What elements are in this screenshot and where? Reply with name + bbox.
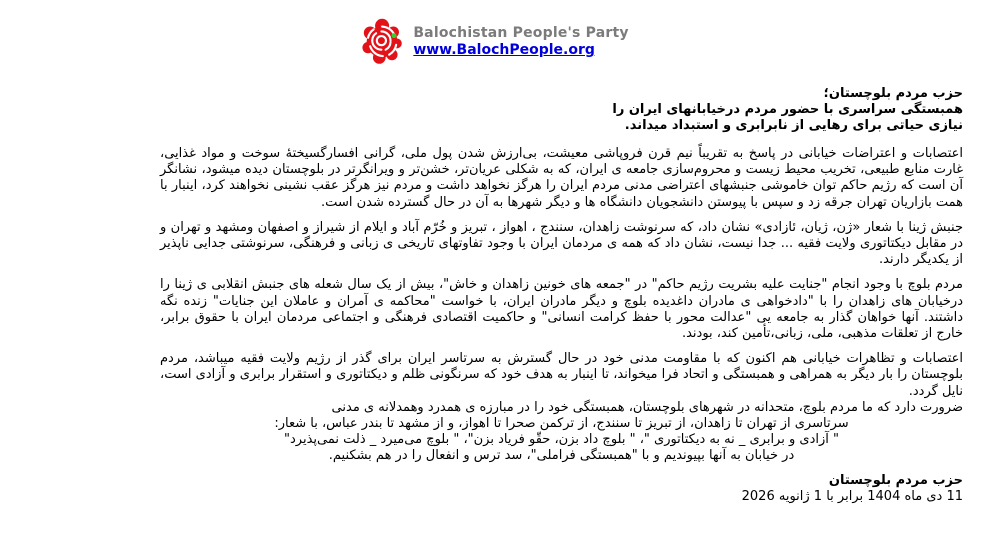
call-to-action-line: در خیابان به آنها بپیوندیم و با "همبستگی فراملی"، سد ترس و انفعال را در هم بشکنیم. bbox=[328, 448, 795, 464]
party-logo-header bbox=[0, 0, 990, 73]
call-to-action-line: ضرورت دارد که ما مردم بلوچ، متحدانه در شهرهای بلوچستان، همبستگی خود را در مبارزه ی همدرد وهمدلانه ی مدنی bbox=[331, 399, 963, 415]
statement-paragraph: اعتصابات و تظاهرات خیابانی هم اکنون که با مقاومت مدنی خود در حال گسترش به سرتاسر ایران برای گذر از رژیم ولایت فقیه میباشد، مردم بلوچستان را بار دیگر به همراهی و همبستگی و اتحاد فرا میخواند، تا اینبار به هدف خود که سرنگونی ظلم و دیکتاتوری و استقرار برابری و آزادی است، نایل گردد. bbox=[160, 351, 963, 399]
logo-text-block bbox=[413, 25, 628, 60]
title-line-1: حزب مردم بلوچستان؛ bbox=[823, 86, 963, 101]
call-to-action-line: " آزادی و برابری _ نه به دیکتاتوری "، " بلوچ داد بزن، حقّو فریاد بزن"، " بلوچ می‌میرد _ ذلت نمی‌پذیرد" bbox=[284, 432, 839, 448]
date-line: 11 دی ماه 1404 برابر با 1 ژانویه 2026 bbox=[741, 489, 963, 505]
title-line-3: نیازی حیاتی برای رهایی از نابرابری و استبداد میداند. bbox=[624, 118, 963, 133]
call-to-action-line: سرتاسری از تهران تا زاهدان، از تبریز تا سنندج، از ترکمن صحرا تا اهواز، و از مشهد تا بندر عباس، با شعار: bbox=[274, 416, 849, 432]
org-name: Balochistan People's Party bbox=[413, 24, 629, 41]
statement-paragraph: اعتصابات و اعتراضات خیابانی در پاسخ به تقریباً نیم قرن فروپاشی معیشت، بی‌ارزش شدن پول ملی، گرانی افسارگسیختهٔ سوخت و مواد غذایی، غارت منابع طبیعی، تخریب محیط زیست و محروم‌سازی جامعه ی ایران، که به شکلی عریان‌تر، خشن‌تر و ویرانگرتر در بلوچستان دیده میشود، نشانگر آن است که رژیم حاکم توان خاموشی جنبشهای اعتراضی مدنی مردم ایران را هرگز نخواهد داشت و مردم نیز هرگز عقب نشینی نخواهند کرد، اینبار با همت بازاریان تهران جرقه زد و سپس با پیوستن دانشجویان دانشگاه ها و دیگر شهرها به آن در حال گسترده شدن است. bbox=[160, 146, 963, 210]
leaf-dot bbox=[392, 33, 397, 38]
signature: حزب مردم بلوچستان bbox=[828, 472, 963, 488]
statement-paragraph: مردم بلوچ با وجود انجام "جنایت علیه بشریت رژیم حاکم" در "جمعه های خونین زاهدان و خاش"، بیش از یک سال شعله های جنبش انقلابی ی ژینا را درخیابان های زاهدان را با "دادخواهی ی مادران داغدیده بلوچ و دیگر مادران ایران، با خواست "محاکمه ی آمران و عاملان این جنایات" زنده نگه داشتند. آنها خواهان گذار به جامعه یی "عدالت محور با حفظ کرامت انسانی" و حاکمیت اقتصادی فرهنگی و اجتماعی مردمان ایران با حقوق برابر، خارج از تعلقات مذهبی، ملی، زبانی،تأمین کند، بودند. bbox=[160, 277, 963, 342]
title-line-2: همبستگی سراسری با حضور مردم درخیابانهای ایران را bbox=[612, 102, 963, 117]
statement-footer bbox=[160, 473, 963, 506]
rose-icon bbox=[361, 11, 406, 73]
statement-body bbox=[160, 146, 963, 465]
statement-paragraph: جنبش ژینا با شعار «ژن، ژیان، ئازادی» نشان داد، که سرنوشت زاهدان، سنندج ، اهواز ، تبریز و خُرّم آباد و ایلام از شیراز و اصفهان ومشهد و تهران و در مقابل دیکتاتوری ولایت فقیه ... جدا نیست، نشان داد که همه ی مردمان ایران با وجود تفاوتهای تاریخی ی زبانی و فرهنگی، سرنوشتی جدایی ناپذیر از یکدیگر دارند. bbox=[160, 219, 963, 268]
statement-title bbox=[160, 86, 963, 134]
website-link[interactable]: www.BalochPeople.org bbox=[413, 42, 595, 58]
